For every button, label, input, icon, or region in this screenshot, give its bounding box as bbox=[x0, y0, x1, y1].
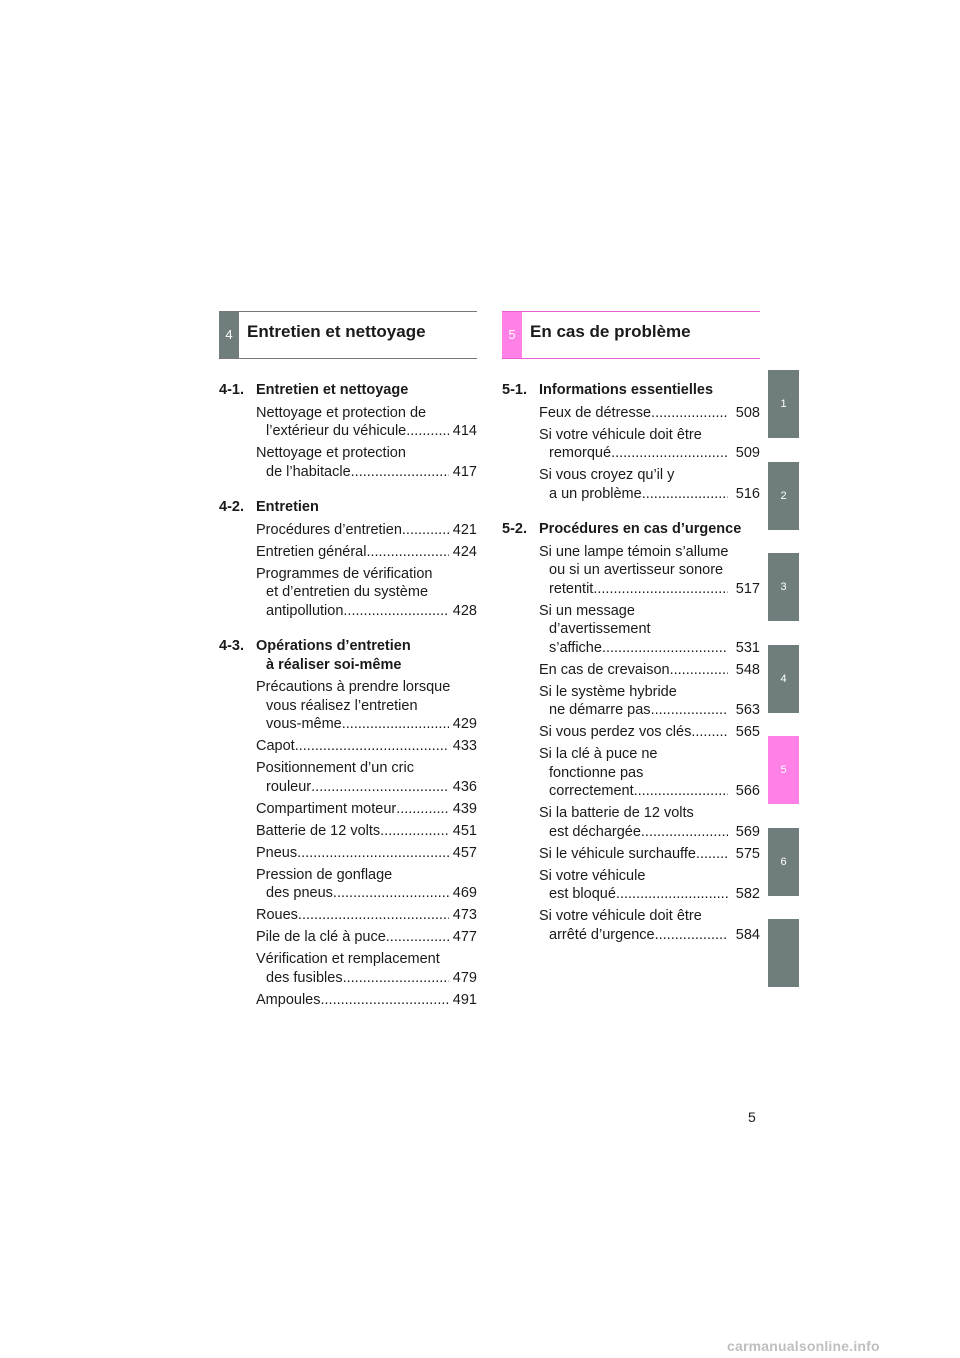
toc-page-number: 477 bbox=[452, 929, 477, 945]
section-5-column bbox=[502, 311, 760, 961]
toc-page-number: 582 bbox=[735, 886, 760, 902]
toc-dot-leader bbox=[402, 521, 449, 540]
toc-entry-last-line bbox=[539, 926, 760, 945]
toc-entry-text: antipollution bbox=[266, 602, 344, 619]
toc-entry-last-line bbox=[256, 463, 477, 482]
toc-entry-line: vous réalisez l’entretien bbox=[266, 697, 418, 714]
toc-page-number: 424 bbox=[452, 543, 477, 560]
toc-group-title bbox=[539, 381, 760, 400]
toc-entry[interactable] bbox=[256, 521, 477, 540]
toc-entry-text: Si le véhicule surchauffe bbox=[539, 845, 696, 862]
toc-entry-last-line bbox=[256, 991, 477, 1010]
toc-entry-last-line bbox=[256, 906, 477, 925]
toc-dot-leader bbox=[297, 844, 449, 863]
toc-entry-text: est bloqué bbox=[549, 886, 616, 902]
toc-group-title-line: Informations essentielles bbox=[539, 382, 714, 398]
toc-entry-last-line bbox=[539, 782, 760, 801]
toc-entry-last-line bbox=[256, 969, 477, 988]
toc-page-number: 457 bbox=[452, 844, 477, 861]
toc-entry-line: Positionnement d’un cric bbox=[256, 760, 414, 776]
toc-entry-line: Nettoyage et protection de bbox=[256, 404, 427, 421]
toc-entry-text: Si vous perdez vos clés bbox=[539, 724, 692, 740]
chapter-tab-7[interactable] bbox=[768, 919, 799, 987]
toc-page-number: 508 bbox=[735, 404, 760, 421]
toc-entry-text: a un problème bbox=[549, 485, 642, 502]
toc-page-number: 575 bbox=[735, 845, 760, 862]
toc-entry[interactable] bbox=[256, 928, 477, 947]
section-4-toc bbox=[219, 381, 477, 1009]
toc-page-number: 436 bbox=[452, 778, 477, 795]
toc-entry[interactable] bbox=[539, 723, 760, 742]
toc-entry[interactable] bbox=[256, 444, 477, 481]
chapter-tab-6[interactable]: 6 bbox=[768, 828, 799, 896]
toc-dot-leader bbox=[311, 778, 449, 797]
toc-entry[interactable] bbox=[256, 866, 477, 903]
section-5-toc bbox=[502, 381, 760, 944]
toc-group-heading bbox=[502, 520, 760, 539]
toc-entry[interactable] bbox=[256, 800, 477, 819]
chapter-tab-3[interactable]: 3 bbox=[768, 553, 799, 621]
toc-dot-leader bbox=[642, 485, 728, 504]
toc-entry-last-line bbox=[256, 422, 477, 441]
toc-page-number: 531 bbox=[735, 639, 760, 656]
toc-entry[interactable] bbox=[539, 867, 760, 904]
toc-dot-leader bbox=[386, 928, 449, 947]
toc-entry[interactable] bbox=[256, 822, 477, 841]
toc-entry-line: Si votre véhicule bbox=[539, 867, 646, 884]
toc-entry-line: d’avertissement bbox=[549, 621, 651, 637]
toc-entry-text: l’extérieur du véhicule bbox=[266, 423, 407, 439]
toc-entry[interactable] bbox=[256, 404, 477, 441]
toc-group-number: 4-3. bbox=[219, 638, 244, 654]
toc-entry-text: Procédures d’entretien bbox=[256, 521, 402, 538]
toc-group-5-1 bbox=[502, 381, 760, 503]
toc-entry[interactable] bbox=[539, 804, 760, 841]
toc-group-number: 4-1. bbox=[219, 382, 244, 398]
toc-dot-leader bbox=[696, 845, 728, 864]
toc-entry-text: Pile de la clé à puce bbox=[256, 929, 386, 945]
toc-entry-text: En cas de crevaison bbox=[539, 661, 670, 678]
toc-group-title bbox=[256, 381, 477, 400]
toc-group-title bbox=[256, 637, 477, 674]
toc-entry[interactable] bbox=[256, 678, 477, 734]
toc-entry-text: des pneus bbox=[266, 885, 333, 901]
toc-entry-line: Si vous croyez qu’il y bbox=[539, 467, 675, 483]
toc-entry-last-line bbox=[539, 404, 760, 423]
toc-entry-text: des fusibles bbox=[266, 969, 343, 986]
toc-dot-leader bbox=[320, 991, 448, 1010]
toc-group-heading bbox=[219, 498, 477, 517]
toc-entry-last-line bbox=[256, 737, 477, 756]
toc-dot-leader bbox=[333, 884, 449, 903]
toc-dot-leader bbox=[616, 885, 728, 904]
toc-entry-line: fonctionne pas bbox=[549, 764, 644, 781]
toc-entry-line: Programmes de vérification bbox=[256, 565, 433, 582]
toc-dot-leader bbox=[366, 543, 448, 562]
toc-dot-leader bbox=[602, 639, 728, 658]
toc-entry-text: correctement bbox=[549, 783, 634, 799]
toc-page-number: 428 bbox=[452, 602, 477, 619]
toc-entry-text: retentit bbox=[549, 580, 594, 597]
toc-entry-last-line bbox=[539, 580, 760, 599]
toc-dot-leader bbox=[611, 444, 728, 463]
toc-entry-text: s’affiche bbox=[549, 639, 602, 656]
toc-page-number: 421 bbox=[452, 521, 477, 538]
toc-entry[interactable] bbox=[539, 661, 760, 680]
toc-entry-last-line bbox=[256, 884, 477, 903]
toc-page-number: 451 bbox=[452, 822, 477, 839]
toc-page-number: 517 bbox=[735, 580, 760, 597]
toc-entry-line: Si une lampe témoin s’allume bbox=[539, 543, 729, 560]
toc-entry-text: vous-même bbox=[266, 716, 342, 732]
toc-dot-leader bbox=[634, 782, 728, 801]
toc-page-number: 473 bbox=[452, 907, 477, 923]
toc-group-title-line: à réaliser soi-même bbox=[266, 656, 402, 673]
toc-page-number: 563 bbox=[735, 702, 760, 718]
toc-dot-leader bbox=[406, 422, 449, 441]
watermark-text: carmanualsonline.info bbox=[727, 1338, 880, 1354]
toc-entry-line: Si un message bbox=[539, 602, 635, 619]
toc-dot-leader bbox=[655, 926, 728, 945]
toc-entry[interactable] bbox=[256, 991, 477, 1010]
toc-entry-text: de l’habitacle bbox=[266, 463, 351, 480]
toc-page-number: 439 bbox=[452, 800, 477, 817]
toc-dot-leader bbox=[343, 969, 449, 988]
toc-entry-line: Nettoyage et protection bbox=[256, 445, 406, 461]
toc-page-number: 584 bbox=[735, 926, 760, 943]
toc-entry-last-line bbox=[256, 602, 477, 621]
toc-group-5-2 bbox=[502, 520, 760, 944]
toc-entry-last-line bbox=[256, 928, 477, 947]
toc-page-number: 516 bbox=[735, 485, 760, 502]
toc-entry[interactable] bbox=[256, 565, 477, 621]
toc-entry-text: arrêté d’urgence bbox=[549, 926, 655, 943]
toc-entry-text: rouleur bbox=[266, 778, 312, 795]
toc-group-title bbox=[256, 498, 477, 517]
toc-entry-line: Vérification et remplacement bbox=[256, 951, 440, 967]
toc-group-title-line: Procédures en cas d’urgence bbox=[539, 521, 742, 537]
toc-group-4-1 bbox=[219, 381, 477, 481]
toc-entry-text: Batterie de 12 volts bbox=[256, 822, 381, 839]
toc-entry-line: Si votre véhicule doit être bbox=[539, 426, 702, 443]
toc-page-number: 491 bbox=[452, 991, 477, 1008]
toc-entry-last-line bbox=[256, 822, 477, 841]
toc-entry-text: Pneus bbox=[256, 844, 298, 861]
toc-entry-text: remorqué bbox=[549, 445, 612, 461]
toc-entry-line: Si la clé à puce ne bbox=[539, 746, 658, 762]
toc-entry[interactable] bbox=[539, 745, 760, 801]
toc-entry[interactable] bbox=[539, 683, 760, 720]
toc-page-number: 433 bbox=[452, 738, 477, 754]
toc-group-4-3 bbox=[219, 637, 477, 1009]
toc-entry-last-line bbox=[539, 485, 760, 504]
toc-entry-line: Si votre véhicule doit être bbox=[539, 908, 702, 924]
section-5-number-badge: 5 bbox=[502, 312, 522, 358]
toc-entry-last-line bbox=[539, 723, 760, 742]
toc-entry-last-line bbox=[256, 521, 477, 540]
toc-entry-text: Feux de détresse bbox=[539, 404, 652, 421]
toc-dot-leader bbox=[343, 602, 448, 621]
toc-dot-leader bbox=[295, 737, 449, 756]
toc-entry-line: Pression de gonflage bbox=[256, 866, 393, 883]
toc-entry-last-line bbox=[539, 444, 760, 463]
toc-dot-leader bbox=[380, 822, 449, 841]
toc-dot-leader bbox=[651, 701, 728, 720]
toc-page-number: 414 bbox=[452, 423, 477, 439]
toc-group-title-line: Entretien bbox=[256, 499, 319, 515]
toc-page-number: 429 bbox=[452, 716, 477, 732]
toc-page-number: 417 bbox=[452, 463, 477, 480]
toc-dot-leader bbox=[670, 661, 728, 680]
toc-entry-last-line bbox=[256, 543, 477, 562]
toc-entry[interactable] bbox=[539, 466, 760, 503]
toc-group-title bbox=[539, 520, 760, 539]
toc-dot-leader bbox=[651, 404, 728, 423]
toc-entry[interactable] bbox=[539, 404, 760, 423]
toc-entry-last-line bbox=[539, 845, 760, 864]
toc-group-title-line: Entretien et nettoyage bbox=[256, 382, 409, 398]
toc-entry[interactable] bbox=[256, 950, 477, 987]
toc-page-number: 548 bbox=[735, 661, 760, 678]
toc-entry[interactable] bbox=[539, 845, 760, 864]
toc-entry-last-line bbox=[539, 885, 760, 904]
toc-dot-leader bbox=[298, 906, 449, 925]
toc-group-number: 5-2. bbox=[502, 521, 527, 537]
toc-entry[interactable] bbox=[539, 426, 760, 463]
toc-entry[interactable] bbox=[256, 737, 477, 756]
section-4-column bbox=[219, 311, 477, 1026]
toc-entry-last-line bbox=[539, 639, 760, 658]
toc-entry-text: Roues bbox=[256, 907, 298, 923]
toc-entry-last-line bbox=[256, 844, 477, 863]
section-5-header bbox=[502, 311, 760, 359]
toc-entry-line: ou si un avertisseur sonore bbox=[549, 562, 724, 578]
toc-entry-last-line bbox=[256, 715, 477, 734]
toc-group-heading bbox=[502, 381, 760, 400]
toc-page-number: 565 bbox=[735, 724, 760, 740]
toc-entry-line: et d’entretien du système bbox=[266, 584, 429, 600]
section-4-number-badge: 4 bbox=[219, 312, 239, 358]
toc-entry-last-line bbox=[256, 778, 477, 797]
toc-entry-line: Si le système hybride bbox=[539, 683, 677, 700]
chapter-tab-2[interactable]: 2 bbox=[768, 462, 799, 530]
chapter-tab-5[interactable]: 5 bbox=[768, 736, 799, 804]
toc-group-heading bbox=[219, 637, 477, 674]
chapter-tab-4[interactable]: 4 bbox=[768, 645, 799, 713]
toc-entry-text: est déchargée bbox=[549, 823, 641, 840]
toc-entry-text: Ampoules bbox=[256, 991, 321, 1008]
toc-entry-text: Capot bbox=[256, 738, 295, 754]
toc-dot-leader bbox=[691, 723, 727, 742]
toc-dot-leader bbox=[396, 800, 449, 819]
toc-page-number: 509 bbox=[735, 445, 760, 461]
page-number: 5 bbox=[748, 1109, 756, 1125]
toc-entry[interactable] bbox=[256, 906, 477, 925]
toc-group-number: 5-1. bbox=[502, 382, 527, 398]
toc-entry-last-line bbox=[539, 701, 760, 720]
toc-entry[interactable] bbox=[539, 543, 760, 599]
toc-entry[interactable] bbox=[539, 602, 760, 658]
toc-page-number: 566 bbox=[735, 783, 760, 799]
toc-entry-last-line bbox=[539, 823, 760, 842]
toc-group-title-line: Opérations d’entretien bbox=[256, 638, 411, 654]
toc-entry-line: Si la batterie de 12 volts bbox=[539, 805, 694, 821]
section-4-title: Entretien et nettoyage bbox=[247, 322, 426, 341]
toc-entry-text: ne démarre pas bbox=[549, 702, 651, 718]
chapter-tab-1[interactable]: 1 bbox=[768, 370, 799, 438]
toc-dot-leader bbox=[593, 580, 727, 599]
toc-entry-line: Précautions à prendre lorsque bbox=[256, 679, 451, 695]
toc-dot-leader bbox=[641, 823, 728, 842]
toc-entry-text: Compartiment moteur bbox=[256, 800, 397, 817]
toc-group-heading bbox=[219, 381, 477, 400]
toc-entry-last-line bbox=[256, 800, 477, 819]
toc-dot-leader bbox=[342, 715, 449, 734]
toc-entry[interactable] bbox=[539, 907, 760, 944]
toc-page-number: 469 bbox=[452, 885, 477, 901]
section-4-header bbox=[219, 311, 477, 359]
toc-page-number: 479 bbox=[452, 969, 477, 986]
toc-entry[interactable] bbox=[256, 543, 477, 562]
toc-group-number: 4-2. bbox=[219, 499, 244, 515]
toc-entry-text: Entretien général bbox=[256, 543, 367, 560]
toc-dot-leader bbox=[351, 463, 449, 482]
toc-entry-last-line bbox=[539, 661, 760, 680]
toc-entry[interactable] bbox=[256, 759, 477, 796]
section-5-title: En cas de problème bbox=[530, 322, 691, 341]
toc-entry[interactable] bbox=[256, 844, 477, 863]
toc-page-number: 569 bbox=[735, 823, 760, 840]
toc-group-4-2 bbox=[219, 498, 477, 620]
